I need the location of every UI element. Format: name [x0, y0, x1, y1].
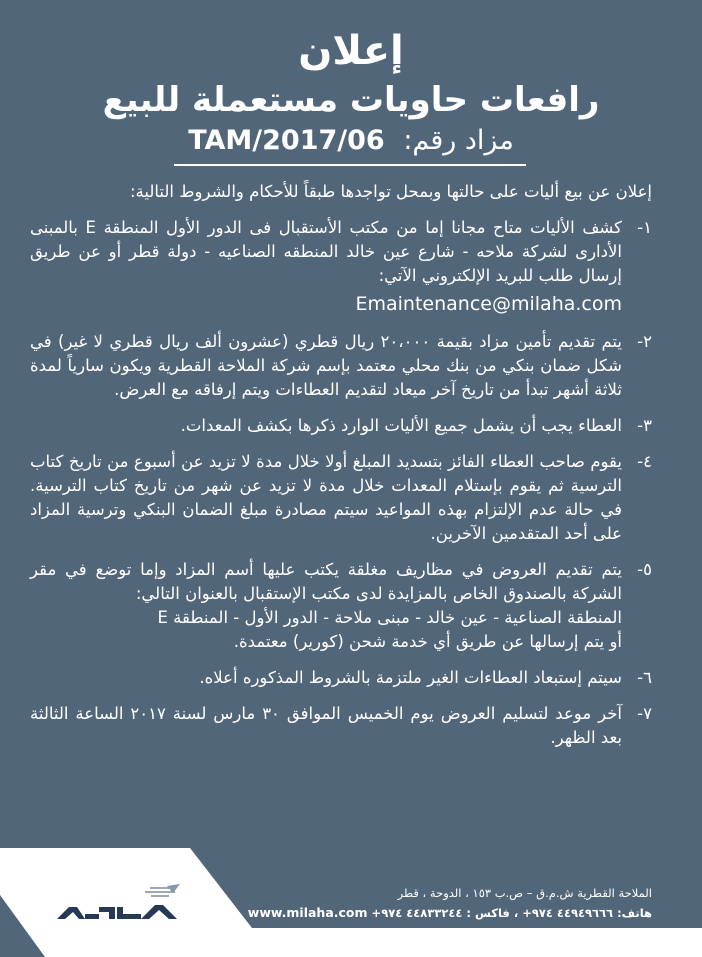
term-number: ٣-: [637, 416, 652, 435]
term-number: ٦-: [637, 668, 652, 687]
term-text: يتم تقديم العروض في مظاريف مغلقة يكتب عليها أسم المزاد وإما توضع في مقر الشركة بالصندوق الخاص بالمزايدة لدى مكتب الإستقبال بالعنوان التالي:: [30, 560, 622, 603]
term-item-6: [30, 666, 652, 690]
term-number: ٢-: [637, 332, 652, 351]
milaha-logo-icon: [55, 883, 190, 923]
website-link[interactable]: www.milaha.com: [247, 905, 368, 920]
term-item-4: [30, 450, 652, 546]
term-text: كشف الأليات متاح مجانا إما من مكتب الأستقبال فى الدور الأول المنطقة E بالمبنى الأدارى لشركة ملاحه - شارع عين خالد المنطقه الصناعيه - دولة قطر أو عن طريق إرسال طلب للبريد الإلكتروني الآتي:: [30, 218, 622, 285]
term-item-3: [30, 414, 652, 438]
term-text: آخر موعد لتسليم العروض يوم الخميس الموافق ٣٠ مارس لسنة ٢٠١٧ الساعة الثالثة بعد الظهر.: [30, 704, 622, 747]
page-title: إعلان: [298, 28, 404, 74]
term-item-7: [30, 702, 652, 750]
company-address: الملاحة القطرية ش.م.ق – ص.ب ١٥٣ ، الدوحة ، قطر: [397, 886, 652, 900]
page-subtitle: رافعات حاويات مستعملة للبيع: [102, 80, 600, 120]
term-number: ١-: [637, 218, 652, 237]
auction-number-line: [184, 124, 518, 164]
title-underline: [174, 164, 526, 166]
term-text: يقوم صاحب العطاء الفائز بتسديد المبلغ أولا خلال مدة لا تزيد عن أسبوع من تاريخ كتاب الترسية ثم يقوم بإستلام المعدات خلال مدة لا تزيد عن شهر من تاريخ كتاب الترسية. في حالة عدم الإلتزام بهذه المواعيد سيتم مصادرة مبلغ الضمان البنكي وترسية المزاد على أحد المتقدمين الآخرين.: [30, 452, 622, 543]
term-text: العطاء يجب أن يشمل جميع الأليات الوارد ذكرها بكشف المعدات.: [180, 416, 622, 435]
term-item-2: [30, 330, 652, 402]
term-text: سيتم إستبعاد العطاءات الغير ملتزمة بالشروط المذكوره أعلاه.: [199, 668, 622, 687]
auction-number: TAM/2017/06: [188, 125, 385, 156]
intro-paragraph: إعلان عن بيع أليات على حالتها وبمحل تواجدها طبقاً للأحكام والشروط التالية:: [129, 182, 652, 201]
auction-label: مزاد رقم:: [403, 125, 514, 156]
term-number: ٥-: [637, 560, 652, 579]
term-item-1: [30, 216, 652, 318]
term-number: ٧-: [637, 704, 652, 723]
header: [0, 28, 702, 166]
milaha-logo: [55, 883, 190, 923]
terms-body: [30, 180, 652, 762]
term-number: ٤-: [637, 452, 652, 471]
email-link[interactable]: Emaintenance@milaha.com: [355, 293, 622, 315]
term-text: يتم تقديم تأمين مزاد بقيمة ٢٠،٠٠٠ ريال قطري (عشرون ألف ريال قطري لا غير) في شكل ضمان بنكي من بنك محلي معتمد بإسم شركة الملاحة القطرية ويكون سارياً لمدة ثلاثة أشهر تبدأ من تاريخ آخر ميعاد لتقديم العطاءات ويتم إرفاقه مع العرض.: [30, 332, 622, 399]
delivery-address: المنطقة الصناعية - عين خالد - مبنى ملاحة - الدور الأول - المنطقة E: [157, 608, 622, 627]
phone-fax: هاتف: ٤٤٩٤٩٦٦٦ ٩٧٤+ ، فاكس : ٤٤٨٣٣٢٤٤ ٩٧٤+: [371, 906, 652, 920]
footer-contact: [248, 884, 652, 923]
term-item-5: [30, 558, 652, 654]
courier-note: أو يتم إرسالها عن طريق أي خدمة شحن (كورير) معتمدة.: [233, 632, 622, 651]
phone-fax-line: [248, 903, 652, 923]
